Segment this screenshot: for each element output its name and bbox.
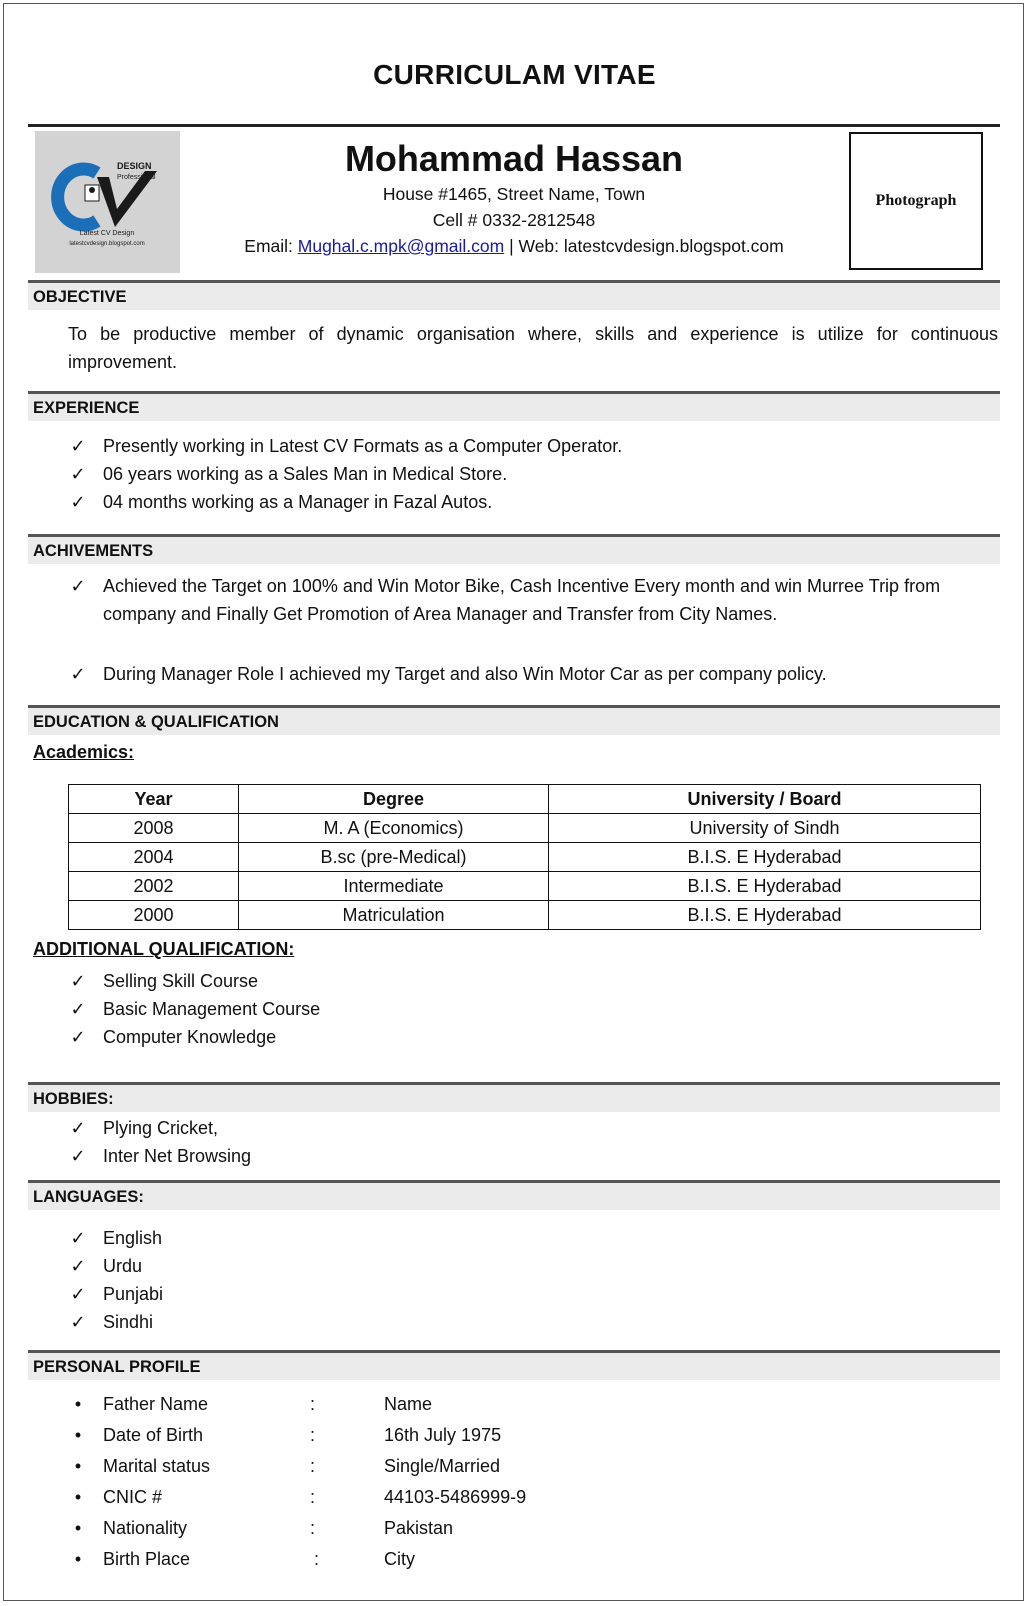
- qualification-item: Computer Knowledge: [103, 1027, 277, 1047]
- check-icon: ✓: [70, 1146, 86, 1166]
- profile-label: Marital status: [103, 1456, 211, 1476]
- profile-separator: :: [314, 1549, 320, 1569]
- candidate-name: Mohammad Hassan: [344, 138, 684, 179]
- check-icon: ✓: [70, 971, 86, 991]
- profile-label: Nationality: [103, 1518, 188, 1538]
- table-cell: 2000: [69, 901, 239, 930]
- cv-logo: [35, 131, 180, 273]
- bullet-icon: •: [74, 1487, 82, 1507]
- table-header-row: [69, 785, 981, 814]
- check-icon: ✓: [70, 1312, 86, 1332]
- profile-value: Name: [384, 1394, 433, 1414]
- section-personal-profile-header: [28, 1350, 1000, 1380]
- profile-separator: :: [310, 1487, 316, 1507]
- section-achievements-header: [28, 534, 1000, 564]
- bullet-icon: •: [74, 1394, 82, 1414]
- table-cell: Matriculation: [239, 901, 549, 930]
- table-cell: 2008: [69, 814, 239, 843]
- logo-site: latestcvdesign.blogspot.com: [69, 241, 145, 247]
- experience-item: Presently working in Latest CV Formats as a Computer Operator.: [103, 436, 623, 456]
- table-row: [69, 901, 981, 930]
- section-title: EDUCATION & QUALIFICATION: [33, 713, 279, 731]
- academics-table: [68, 784, 981, 930]
- table-row: [69, 814, 981, 843]
- email-label: Email:: [244, 236, 293, 256]
- check-icon: ✓: [70, 999, 86, 1019]
- hobby-item: Plying Cricket,: [103, 1118, 219, 1138]
- section-title: PERSONAL PROFILE: [33, 1358, 201, 1376]
- section-experience-header: [28, 391, 1000, 421]
- title-divider: [28, 124, 1000, 127]
- check-icon: ✓: [70, 664, 86, 684]
- section-title: EXPERIENCE: [33, 399, 140, 417]
- web-address: Web: latestcvdesign.blogspot.com: [518, 236, 784, 256]
- profile-value: City: [384, 1549, 415, 1569]
- table-cell: B.I.S. E Hyderabad: [549, 843, 981, 872]
- table-cell: 2002: [69, 872, 239, 901]
- table-cell: M. A (Economics): [239, 814, 549, 843]
- profile-label: Birth Place: [103, 1549, 191, 1569]
- achievement-item: During Manager Role I achieved my Target and also Win Motor Car as per company policy.: [103, 664, 827, 684]
- section-objective-header: [28, 280, 1000, 310]
- bullet-icon: •: [74, 1549, 82, 1569]
- contact-cell: Cell # 0332-2812548: [432, 210, 596, 230]
- logo-brand-sub: Professional: [117, 174, 156, 181]
- table-cell: University of Sindh: [549, 814, 981, 843]
- contact-email-web: [194, 236, 834, 257]
- profile-value: Pakistan: [384, 1518, 454, 1538]
- language-item: Sindhi: [103, 1312, 154, 1332]
- section-title: ACHIVEMENTS: [33, 542, 154, 560]
- check-icon: ✓: [70, 1118, 86, 1138]
- table-cell: Intermediate: [239, 872, 549, 901]
- profile-separator: :: [310, 1456, 316, 1476]
- additional-qualification-label: ADDITIONAL QUALIFICATION:: [33, 939, 295, 959]
- experience-item: 04 months working as a Manager in Fazal Autos.: [103, 492, 493, 512]
- section-title: HOBBIES:: [33, 1090, 114, 1108]
- column-header: Degree: [239, 785, 549, 814]
- profile-value: Single/Married: [384, 1456, 501, 1476]
- section-languages-header: [28, 1180, 1000, 1210]
- check-icon: ✓: [70, 436, 86, 456]
- column-header: University / Board: [549, 785, 981, 814]
- profile-label: Date of Birth: [103, 1425, 204, 1445]
- profile-separator: :: [310, 1394, 316, 1414]
- hobby-item: Inter Net Browsing: [103, 1146, 252, 1166]
- profile-value: 16th July 1975: [384, 1425, 502, 1445]
- section-title: OBJECTIVE: [33, 288, 127, 306]
- web-separator: |: [509, 236, 514, 256]
- language-item: English: [103, 1228, 163, 1248]
- language-item: Punjabi: [103, 1284, 164, 1304]
- check-icon: ✓: [70, 464, 86, 484]
- bullet-icon: •: [74, 1518, 82, 1538]
- language-item: Urdu: [103, 1256, 143, 1276]
- bullet-icon: •: [74, 1456, 82, 1476]
- experience-item: 06 years working as a Sales Man in Medical Store.: [103, 464, 508, 484]
- photograph-placeholder: [849, 132, 983, 270]
- check-icon: ✓: [70, 1027, 86, 1047]
- profile-label: Father Name: [103, 1394, 209, 1414]
- check-icon: ✓: [70, 1256, 86, 1276]
- table-cell: B.I.S. E Hyderabad: [549, 901, 981, 930]
- profile-separator: :: [310, 1425, 316, 1445]
- column-header: Year: [69, 785, 239, 814]
- academics-label: Academics:: [33, 742, 135, 762]
- check-icon: ✓: [70, 1284, 86, 1304]
- section-title: LANGUAGES:: [33, 1188, 144, 1206]
- profile-separator: :: [310, 1518, 316, 1538]
- cv-page: [3, 3, 1024, 1601]
- bullet-icon: •: [74, 1425, 82, 1445]
- logo-tagline: Latest CV Design: [79, 230, 135, 237]
- document-title: CURRICULAM VITAE: [373, 59, 656, 90]
- contact-address: House #1465, Street Name, Town: [382, 184, 646, 204]
- photograph-label: Photograph: [875, 192, 957, 209]
- check-icon: ✓: [70, 576, 86, 596]
- table-cell: 2004: [69, 843, 239, 872]
- qualification-item: Selling Skill Course: [103, 971, 259, 991]
- table-row: [69, 843, 981, 872]
- table-cell: B.sc (pre-Medical): [239, 843, 549, 872]
- section-education-header: [28, 705, 1000, 735]
- profile-value: 44103-5486999-9: [384, 1487, 527, 1507]
- email-link[interactable]: Mughal.c.mpk@gmail.com: [297, 236, 505, 256]
- achievement-item: Achieved the Target on 100% and Win Motor Bike, Cash Incentive Every month and win Murree Trip from company and Finally Get Promotion of Area Manager and Transfer from City Names.: [103, 576, 941, 624]
- cv-logo-graphic: [35, 131, 180, 273]
- objective-text: To be productive member of dynamic organisation where, skills and experience is utilize for continuous improvement.: [68, 324, 998, 372]
- qualification-item: Basic Management Course: [103, 999, 321, 1019]
- logo-brand-top: DESIGN: [117, 161, 152, 171]
- check-icon: ✓: [70, 1228, 86, 1248]
- check-icon: ✓: [70, 492, 86, 512]
- section-hobbies-header: [28, 1082, 1000, 1112]
- table-cell: B.I.S. E Hyderabad: [549, 872, 981, 901]
- profile-label: CNIC #: [103, 1487, 163, 1507]
- table-row: [69, 872, 981, 901]
